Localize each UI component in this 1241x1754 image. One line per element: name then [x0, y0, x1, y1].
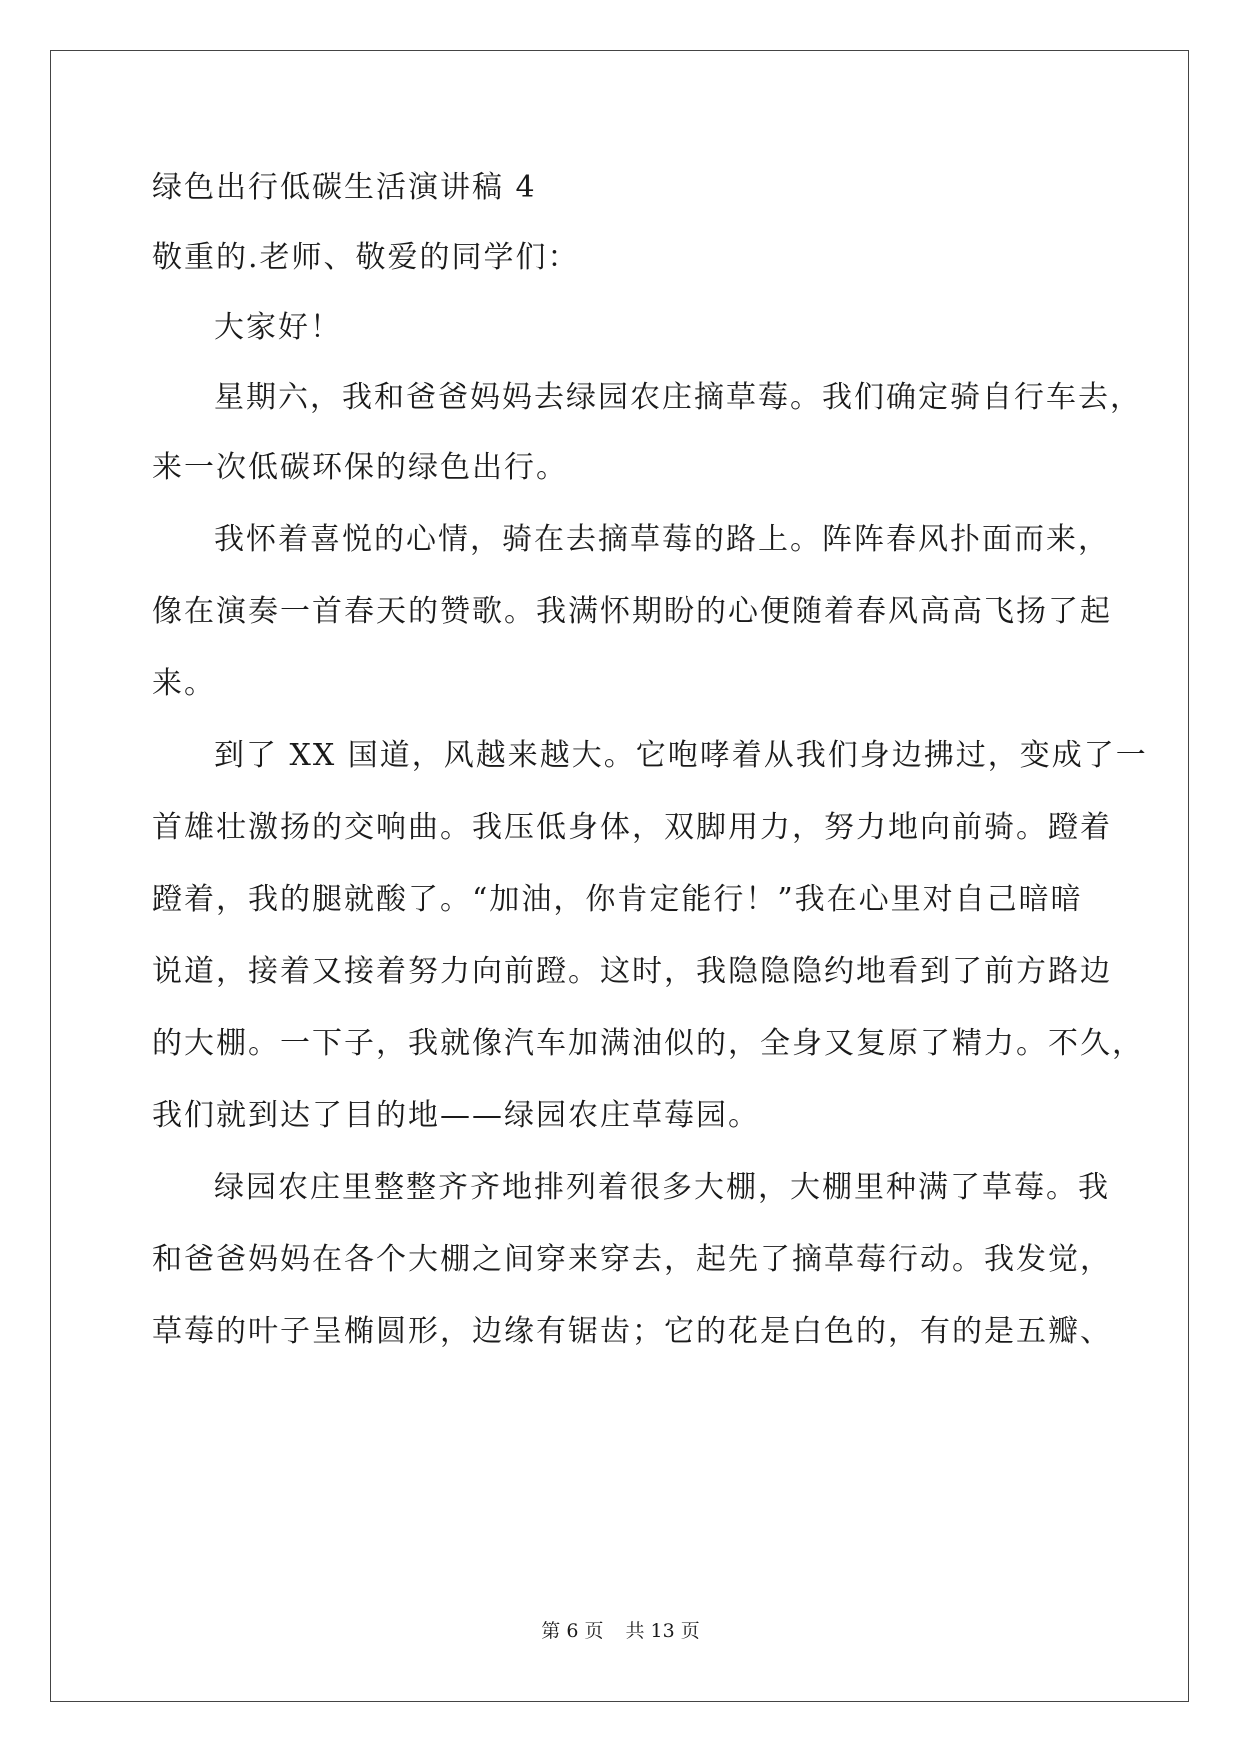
paragraph-line: 来。 [152, 666, 216, 701]
paragraph-line: 我们就到达了目的地——绿园农庄草莓园。 [152, 1098, 760, 1133]
paragraph-line: 首雄壮激扬的交响曲。我压低身体，双脚用力，努力地向前骑。蹬着 [152, 810, 1112, 845]
paragraph-line: 草莓的叶子呈椭圆形，边缘有锯齿；它的花是白色的，有的是五瓣、 [152, 1314, 1112, 1349]
paragraph-line: 的大棚。一下子，我就像汽车加满油似的，全身又复原了精力。不久， [152, 1026, 1144, 1061]
paragraph-line: 像在演奏一首春天的赞歌。我满怀期盼的心便随着春风高高飞扬了起 [152, 594, 1112, 629]
paragraph-line: 和爸爸妈妈在各个大棚之间穿来穿去，起先了摘草莓行动。我发觉， [152, 1242, 1112, 1277]
paragraph-line: 我怀着喜悦的心情，骑在去摘草莓的路上。阵阵春风扑面而来， [214, 522, 1110, 557]
document-title: 绿色出行低碳生活演讲稿 4 [152, 170, 537, 205]
page-footer [0, 1616, 1241, 1643]
paragraph-line: 来一次低碳环保的绿色出行。 [152, 450, 568, 485]
paragraph-line: 星期六，我和爸爸妈妈去绿园农庄摘草莓。我们确定骑自行车去， [214, 380, 1142, 415]
greeting: 大家好！ [214, 310, 342, 345]
paragraph-line: 绿园农庄里整整齐齐地排列着很多大棚，大棚里种满了草莓。我 [214, 1170, 1110, 1205]
page-border [50, 50, 1189, 1702]
paragraph-line: 蹬着，我的腿就酸了。“加油，你肯定能行！”我在心里对自己暗暗 [152, 882, 1083, 917]
paragraph-line: 到了 XX 国道，风越来越大。它咆哮着从我们身边拂过，变成了一 [214, 738, 1148, 773]
salutation: 敬重的.老师、敬爱的同学们： [152, 240, 580, 275]
current-page-label: 第 6 页 [541, 1620, 604, 1642]
total-pages-label: 共 13 页 [625, 1620, 700, 1642]
paragraph-line: 说道，接着又接着努力向前蹬。这时，我隐隐隐约地看到了前方路边 [152, 954, 1112, 989]
